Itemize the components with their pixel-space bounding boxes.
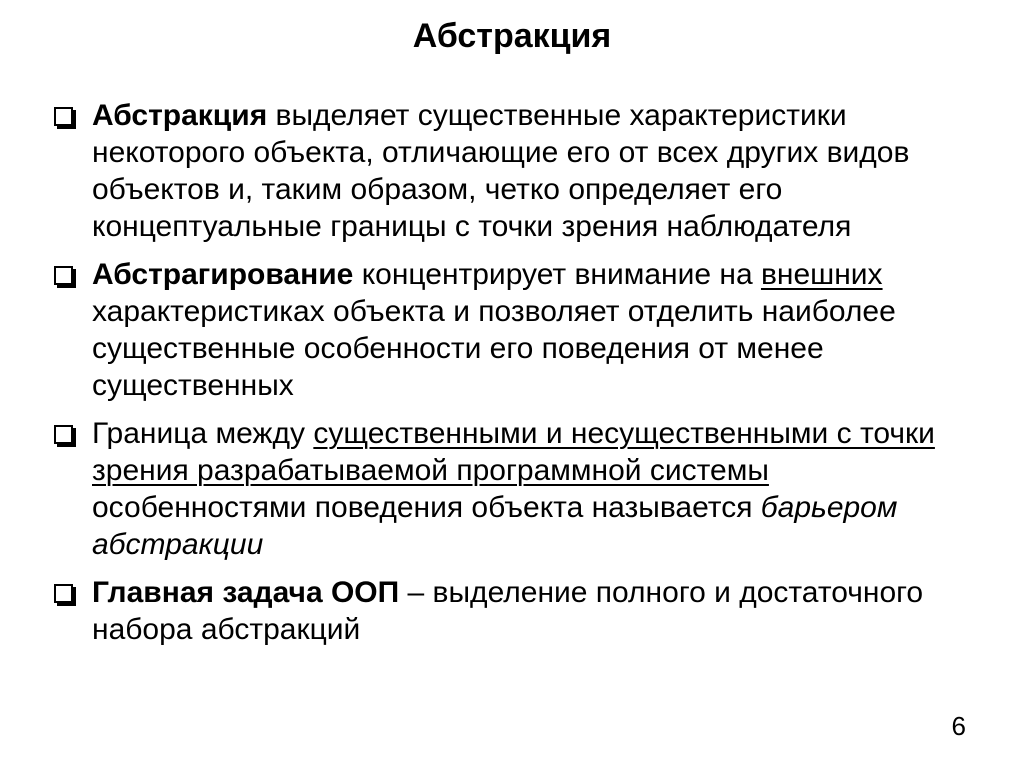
checkbox-bullet-icon [54,584,73,603]
bullet-list [50,97,980,648]
bullet-item-oop-task [50,574,980,648]
checkbox-bullet-icon [54,425,73,444]
slide-title: Абстракция [412,17,612,55]
page-number: 6 [951,711,966,741]
oop-task-text: – выделение полного и достаточного набора абстракций [92,576,924,646]
underlined-external: внешних [760,258,883,291]
underlined-essential: существенными и несущественными с точки зрения разрабатываемой программной системы [92,417,935,487]
bullet-item-abstracting [50,256,980,404]
boundary-text-before: Граница между [92,417,314,450]
boundary-text-middle: особенностями поведения объекта называется [92,491,761,524]
checkbox-bullet-icon [54,266,73,285]
term-abstraction: Абстракция [92,99,268,132]
term-abstracting: Абстрагирование [92,258,354,291]
bullet-item-abstraction [50,97,980,245]
abstracting-text-before: концентрирует внимание на [353,258,761,291]
abstraction-definition: выделяет существенные характеристики некоторого объекта, отличающие его от всех других видов объектов и, таким образом, четко определяет его концептуальные границы с точки зрения наблюдателя [92,99,910,243]
abstracting-text-after: характеристиках объекта и позволяет отделить наиболее существенные особенности его поведения от менее существенных [92,295,896,402]
bullet-item-boundary [50,415,980,563]
checkbox-bullet-icon [54,107,73,126]
term-oop-main-task: Главная задача ООП [92,576,400,609]
italic-abstraction-barrier: барьером абстракции [92,491,898,561]
